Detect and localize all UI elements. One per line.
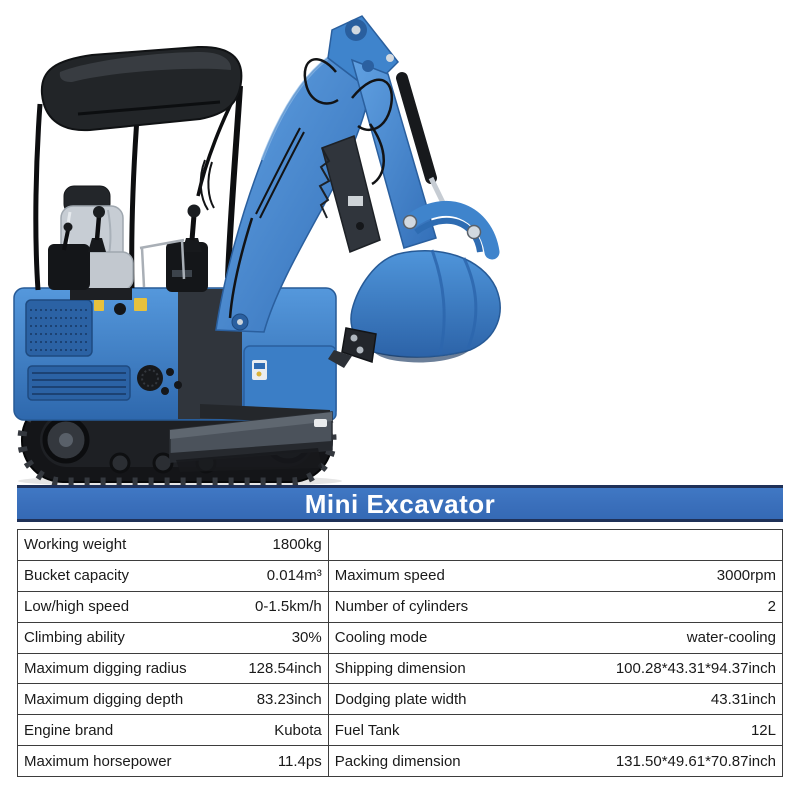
bucket bbox=[328, 250, 500, 368]
spec-value: 11.4ps bbox=[277, 752, 322, 770]
spec-row-max-digging-depth bbox=[18, 684, 328, 715]
spec-row-empty bbox=[329, 530, 782, 561]
canopy-roof bbox=[42, 47, 242, 130]
spec-value: Kubota bbox=[274, 721, 322, 739]
spec-label: Maximum digging radius bbox=[24, 660, 187, 677]
warning-sticker bbox=[134, 298, 147, 311]
spec-table-right-column bbox=[329, 529, 783, 777]
spec-value: 30% bbox=[291, 629, 322, 647]
spec-label: Cooling mode bbox=[334, 629, 428, 647]
banner-title: Mini Excavator bbox=[304, 488, 496, 519]
spec-value: 43.31inch bbox=[710, 690, 776, 708]
spec-row-dodging-plate-width bbox=[329, 684, 782, 715]
spec-value: 12L bbox=[750, 721, 776, 739]
spec-value: 100.28*43.31*94.37inch bbox=[615, 660, 776, 677]
spec-row-fuel-tank bbox=[329, 715, 782, 746]
spec-label: Dodging plate width bbox=[334, 690, 467, 708]
spec-value: 83.23inch bbox=[256, 690, 322, 708]
spec-label: Engine brand bbox=[24, 721, 114, 739]
spec-row-shipping-dimension bbox=[329, 654, 782, 685]
spec-table-left-column bbox=[17, 529, 329, 777]
spec-label: Maximum digging depth bbox=[24, 690, 184, 708]
spec-value: 0-1.5km/h bbox=[255, 598, 322, 616]
spec-label: Climbing ability bbox=[24, 629, 125, 647]
spec-label: Low/high speed bbox=[24, 598, 130, 616]
spec-row-number-of-cylinders bbox=[329, 592, 782, 623]
spec-label: Packing dimension bbox=[334, 752, 461, 770]
spec-row-max-speed bbox=[329, 561, 782, 592]
spec-value: water-cooling bbox=[686, 629, 776, 647]
spec-value: 0.014m³ bbox=[266, 567, 322, 585]
fuel-cap bbox=[114, 303, 126, 315]
spec-label: Maximum horsepower bbox=[24, 752, 172, 770]
spec-row-engine-brand bbox=[18, 715, 328, 746]
spec-row-cooling-mode bbox=[329, 623, 782, 654]
spec-label: Maximum speed bbox=[334, 567, 445, 585]
machine-body bbox=[14, 288, 336, 420]
spec-label: Shipping dimension bbox=[334, 660, 466, 677]
spec-row-max-horsepower bbox=[18, 746, 328, 776]
joystick-knob bbox=[188, 205, 201, 218]
spec-row-low-high-speed bbox=[18, 592, 328, 623]
spec-label: Bucket capacity bbox=[24, 567, 130, 585]
spec-row-bucket-capacity bbox=[18, 561, 328, 592]
spec-row-climbing-ability bbox=[18, 623, 328, 654]
spec-value: 3000rpm bbox=[716, 567, 776, 585]
spec-value: 2 bbox=[767, 598, 776, 616]
title-banner bbox=[17, 485, 783, 522]
spec-table bbox=[17, 529, 783, 777]
spec-value: 131.50*49.61*70.87inch bbox=[615, 752, 776, 770]
spec-label: Working weight bbox=[24, 536, 127, 554]
spec-row-packing-dimension bbox=[329, 746, 782, 776]
spec-value: 1800kg bbox=[272, 536, 322, 554]
spec-row-max-digging-radius bbox=[18, 654, 328, 685]
spec-row-working-weight bbox=[18, 530, 328, 561]
spec-label: Fuel Tank bbox=[334, 721, 400, 739]
spec-label: Number of cylinders bbox=[334, 598, 469, 616]
joystick-knob bbox=[93, 206, 105, 218]
spec-value: 128.54inch bbox=[248, 660, 322, 677]
